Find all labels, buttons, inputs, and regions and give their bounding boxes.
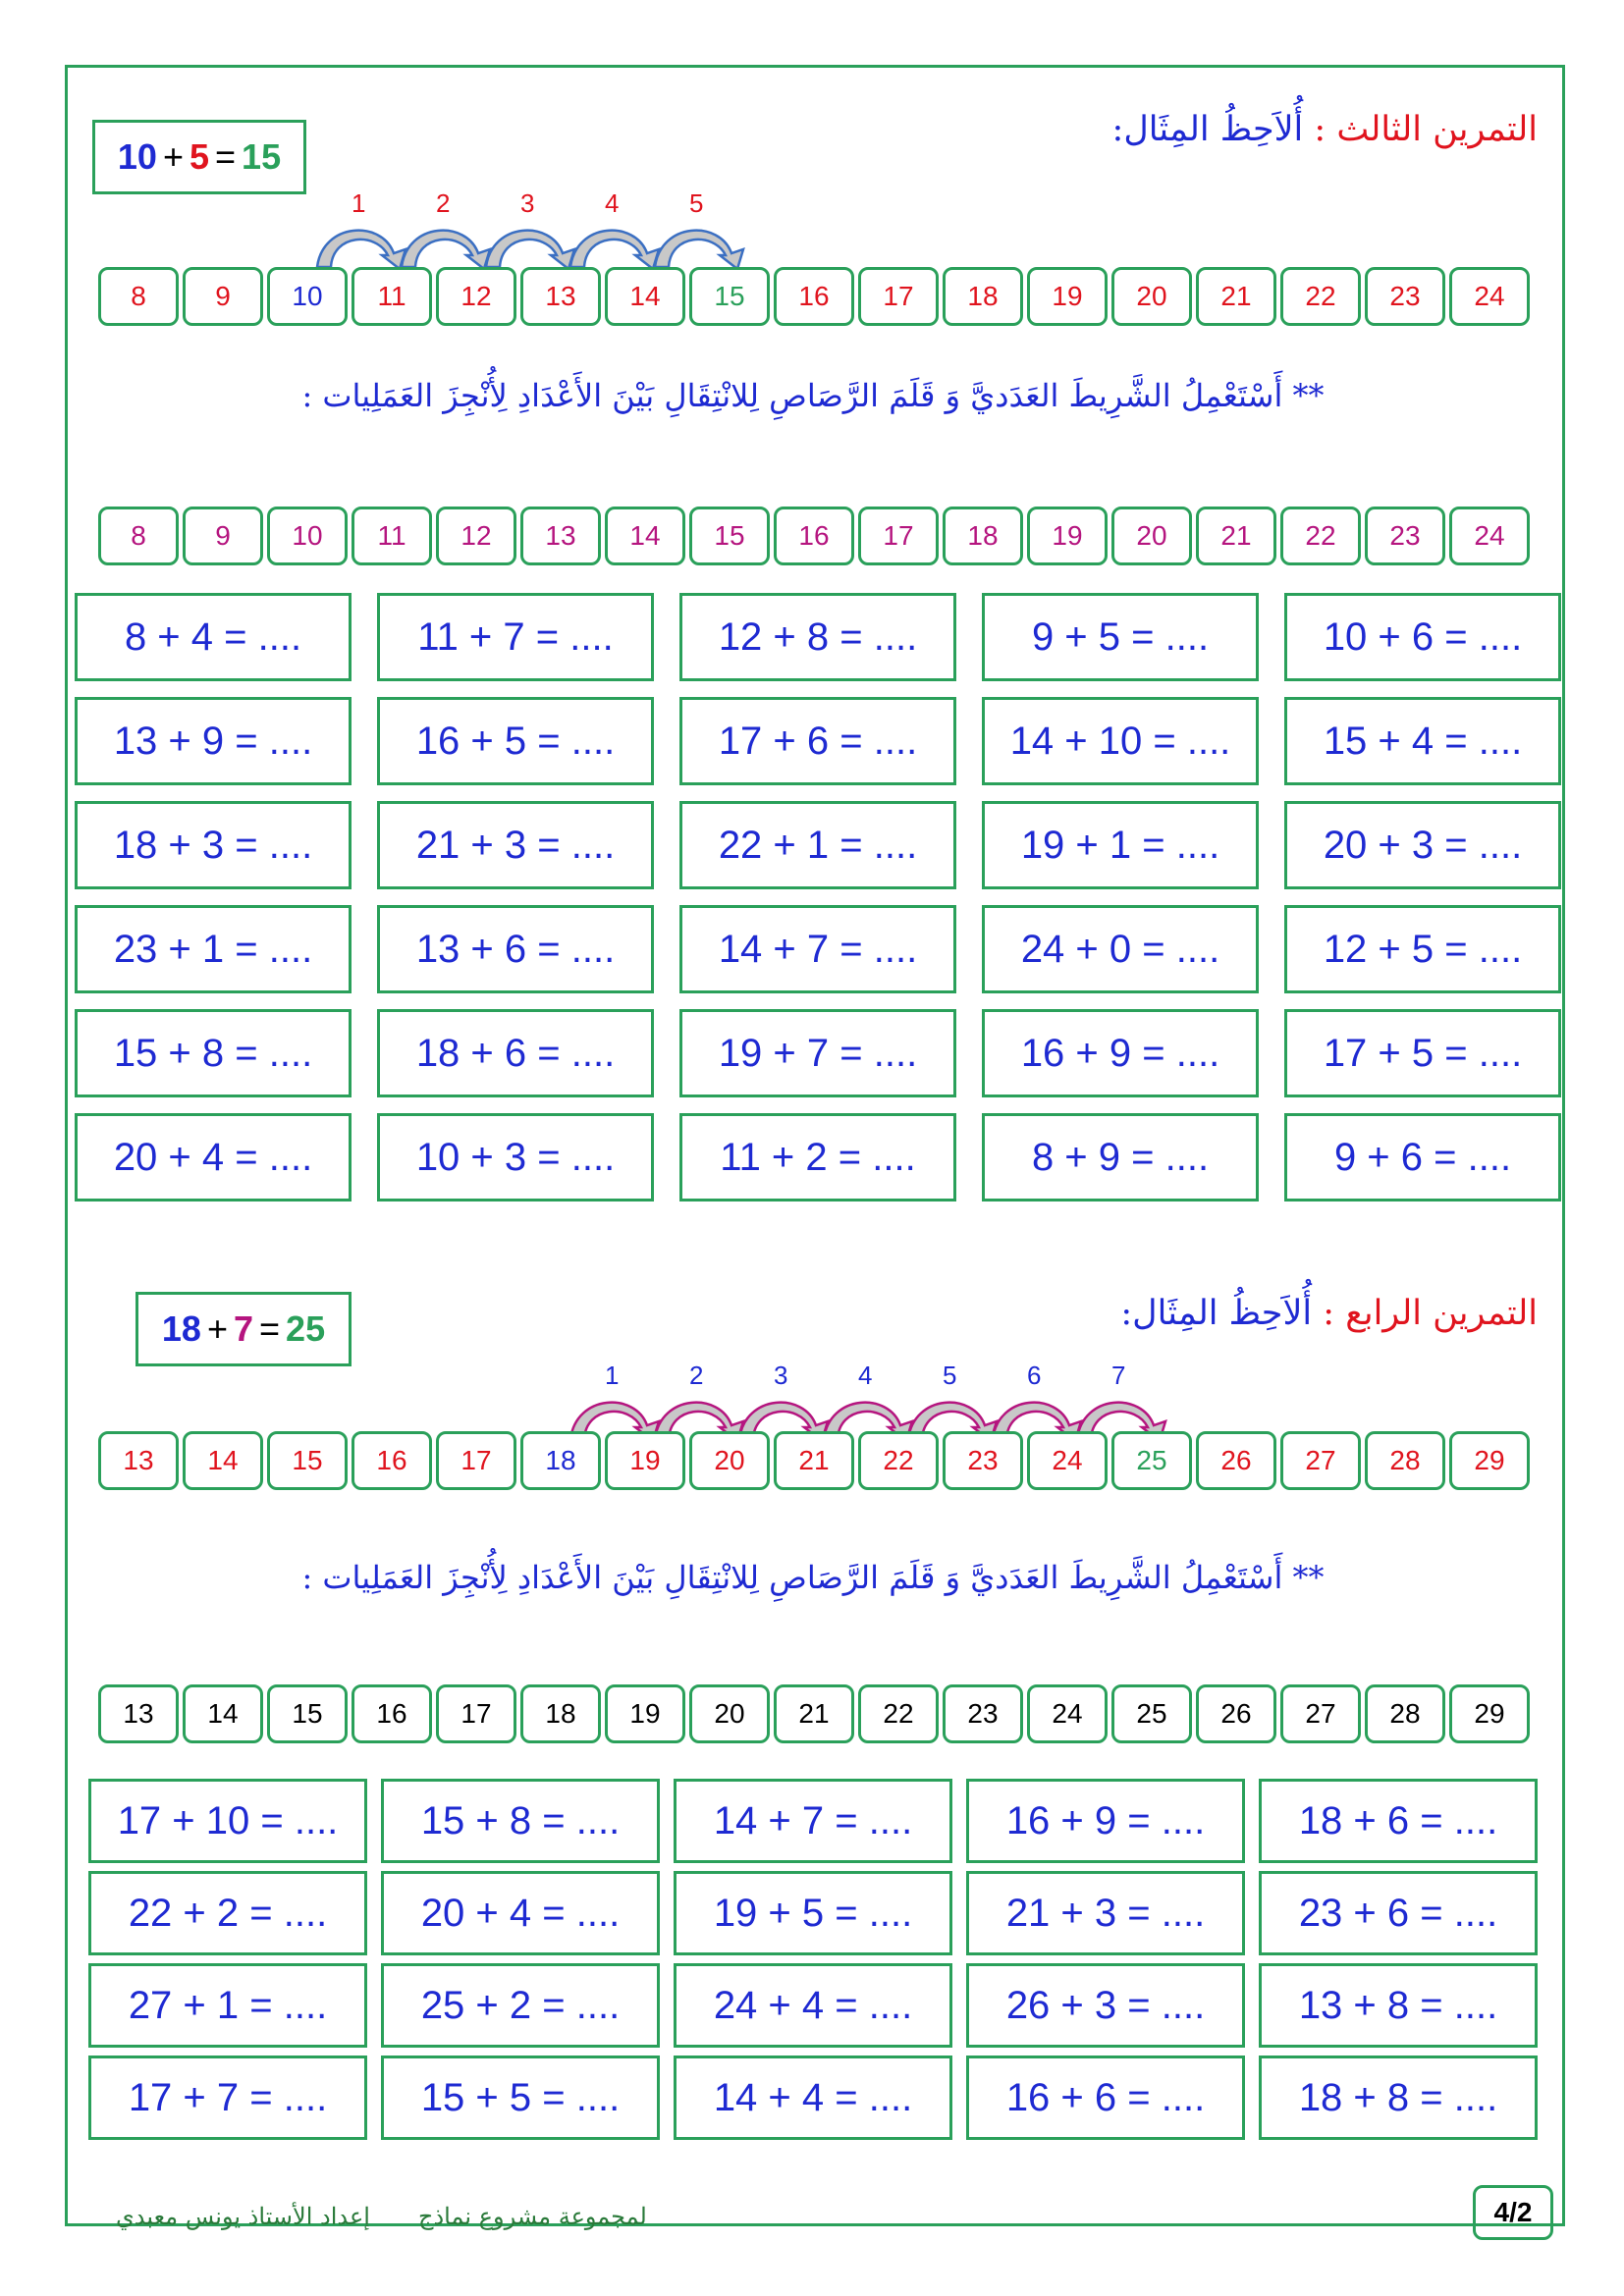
exercise3-operations-grid <box>75 593 1561 1201</box>
example-addend-b: 5 <box>189 136 210 177</box>
operation-box[interactable]: 21 + 3 = .... <box>377 801 654 889</box>
number-cell: 14 <box>183 1431 263 1490</box>
number-cell: 20 <box>1111 507 1192 565</box>
operation-box[interactable]: 13 + 9 = .... <box>75 697 352 785</box>
number-cell: 22 <box>858 1684 939 1743</box>
exercise4-operations-grid <box>88 1779 1538 2140</box>
number-cell: 29 <box>1449 1684 1530 1743</box>
number-cell: 14 <box>605 267 685 326</box>
operation-box[interactable]: 23 + 1 = .... <box>75 905 352 993</box>
number-cell: 15 <box>689 507 770 565</box>
number-cell: 10 <box>267 267 348 326</box>
operation-box[interactable]: 14 + 7 = .... <box>679 905 956 993</box>
operation-box[interactable]: 17 + 10 = .... <box>88 1779 367 1863</box>
exercise4-instruction: ** أَسْتَعْمِلُ الشَّرِيطَ العَدَديَّ وَ قَلَمَ الرَّصَاصِ لِلانْتِقَالِ بَيْنَ الأَعْدَادِ لِأُنْجِزَ العَمَلِيات : <box>301 1559 1325 1596</box>
number-cell: 12 <box>436 267 516 326</box>
hop-label: 4 <box>858 1361 873 1390</box>
operation-box[interactable]: 8 + 4 = .... <box>75 593 352 681</box>
footer-group: لمجموعة مشروع نماذج <box>418 2203 647 2230</box>
number-cell: 21 <box>774 1431 854 1490</box>
operation-box[interactable]: 18 + 6 = .... <box>377 1009 654 1097</box>
operation-box[interactable]: 14 + 7 = .... <box>674 1779 952 1863</box>
hop-label: 2 <box>689 1361 704 1390</box>
number-cell: 24 <box>1449 507 1530 565</box>
number-cell: 10 <box>267 507 348 565</box>
operation-box[interactable]: 21 + 3 = .... <box>966 1871 1245 1955</box>
number-cell: 14 <box>605 507 685 565</box>
number-cell: 23 <box>1365 507 1445 565</box>
number-cell: 18 <box>520 1431 601 1490</box>
number-cell: 28 <box>1365 1431 1445 1490</box>
number-cell: 23 <box>1365 267 1445 326</box>
number-cell: 21 <box>774 1684 854 1743</box>
number-cell: 17 <box>858 267 939 326</box>
number-cell: 24 <box>1449 267 1530 326</box>
exercise3-title-label: التمرين الثالث : <box>1314 110 1538 149</box>
number-cell: 13 <box>520 507 601 565</box>
number-cell: 20 <box>689 1684 770 1743</box>
operation-box[interactable]: 20 + 4 = .... <box>381 1871 660 1955</box>
operation-box[interactable]: 8 + 9 = .... <box>982 1113 1259 1201</box>
number-cell: 22 <box>858 1431 939 1490</box>
number-cell: 18 <box>520 1684 601 1743</box>
footer-author: إعداد الأستاذ يونس معبدي <box>116 2203 370 2230</box>
operation-box[interactable]: 18 + 8 = .... <box>1259 2056 1538 2140</box>
hop-label: 2 <box>436 188 451 218</box>
operation-box[interactable]: 17 + 7 = .... <box>88 2056 367 2140</box>
hop-label: 3 <box>774 1361 788 1390</box>
operation-box[interactable]: 17 + 6 = .... <box>679 697 956 785</box>
number-cell: 20 <box>689 1431 770 1490</box>
operation-box[interactable]: 9 + 5 = .... <box>982 593 1259 681</box>
number-cell: 27 <box>1280 1684 1361 1743</box>
number-cell: 16 <box>774 507 854 565</box>
number-cell: 16 <box>352 1431 432 1490</box>
number-cell: 19 <box>1027 507 1108 565</box>
number-cell: 23 <box>943 1431 1023 1490</box>
hop-label: 5 <box>689 188 704 218</box>
operation-box[interactable]: 25 + 2 = .... <box>381 1963 660 2048</box>
exercise4-title <box>1120 1294 1538 1333</box>
number-cell: 13 <box>520 267 601 326</box>
number-cell: 16 <box>774 267 854 326</box>
number-cell: 14 <box>183 1684 263 1743</box>
operation-box[interactable]: 23 + 6 = .... <box>1259 1871 1538 1955</box>
number-cell: 24 <box>1027 1431 1108 1490</box>
operation-box[interactable]: 11 + 2 = .... <box>679 1113 956 1201</box>
number-cell: 27 <box>1280 1431 1361 1490</box>
hop-label: 7 <box>1111 1361 1126 1390</box>
operation-box[interactable]: 14 + 10 = .... <box>982 697 1259 785</box>
example-plus: + <box>162 136 184 177</box>
operation-box[interactable]: 15 + 4 = .... <box>1284 697 1561 785</box>
operation-box[interactable]: 17 + 5 = .... <box>1284 1009 1561 1097</box>
number-cell: 8 <box>98 267 179 326</box>
operation-box[interactable]: 18 + 3 = .... <box>75 801 352 889</box>
hop-arrow <box>570 231 659 269</box>
example-equals: = <box>215 136 237 177</box>
hop-label: 3 <box>520 188 535 218</box>
number-cell: 17 <box>436 1684 516 1743</box>
operation-box[interactable]: 15 + 8 = .... <box>75 1009 352 1097</box>
operation-box[interactable]: 15 + 8 = .... <box>381 1779 660 1863</box>
operation-box[interactable]: 16 + 6 = .... <box>966 2056 1245 2140</box>
example-result: 25 <box>286 1308 326 1349</box>
number-cell: 29 <box>1449 1431 1530 1490</box>
number-cell: 25 <box>1111 1684 1192 1743</box>
number-cell: 12 <box>436 507 516 565</box>
operation-box[interactable]: 19 + 1 = .... <box>982 801 1259 889</box>
operation-box[interactable]: 22 + 1 = .... <box>679 801 956 889</box>
hop-arrow <box>402 231 490 269</box>
operation-box[interactable]: 16 + 9 = .... <box>966 1779 1245 1863</box>
operation-box[interactable]: 13 + 6 = .... <box>377 905 654 993</box>
exercise3-instruction: ** أَسْتَعْمِلُ الشَّرِيطَ العَدَديَّ وَ قَلَمَ الرَّصَاصِ لِلانْتِقَالِ بَيْنَ الأَعْدَادِ لِأُنْجِزَ العَمَلِيات : <box>301 377 1325 414</box>
number-cell: 19 <box>605 1431 685 1490</box>
number-cell: 15 <box>267 1684 348 1743</box>
operation-box[interactable]: 16 + 5 = .... <box>377 697 654 785</box>
operation-box[interactable]: 12 + 5 = .... <box>1284 905 1561 993</box>
number-cell: 13 <box>98 1431 179 1490</box>
number-cell: 23 <box>943 1684 1023 1743</box>
operation-box[interactable]: 19 + 5 = .... <box>674 1871 952 1955</box>
operation-box[interactable]: 13 + 8 = .... <box>1259 1963 1538 2048</box>
exercise3-number-line <box>98 507 1530 565</box>
number-cell: 24 <box>1027 1684 1108 1743</box>
exercise4-title-instruction: أُلاَحِظُ المِثَال: <box>1120 1294 1313 1333</box>
operation-box[interactable]: 26 + 3 = .... <box>966 1963 1245 2048</box>
operation-box[interactable]: 12 + 8 = .... <box>679 593 956 681</box>
number-cell: 16 <box>352 1684 432 1743</box>
number-cell: 17 <box>436 1431 516 1490</box>
exercise4-example-number-line <box>98 1431 1530 1490</box>
operation-box[interactable]: 27 + 1 = .... <box>88 1963 367 2048</box>
operation-box[interactable]: 10 + 3 = .... <box>377 1113 654 1201</box>
operation-box[interactable]: 11 + 7 = .... <box>377 593 654 681</box>
example-addend-a: 10 <box>117 136 157 177</box>
exercise3-hop-arrows <box>98 187 1532 275</box>
number-cell: 18 <box>943 267 1023 326</box>
number-cell: 22 <box>1280 507 1361 565</box>
number-cell: 8 <box>98 507 179 565</box>
exercise3-example-number-line <box>98 267 1530 326</box>
number-cell: 19 <box>1027 267 1108 326</box>
exercise4-example-box <box>135 1292 352 1366</box>
example-result: 15 <box>242 136 282 177</box>
exercise3-example-box <box>92 120 306 194</box>
operation-box[interactable]: 19 + 7 = .... <box>679 1009 956 1097</box>
operation-box[interactable]: 10 + 6 = .... <box>1284 593 1561 681</box>
operation-box[interactable]: 20 + 3 = .... <box>1284 801 1561 889</box>
hop-label: 6 <box>1027 1361 1042 1390</box>
hop-label: 1 <box>352 188 366 218</box>
number-cell: 26 <box>1196 1431 1276 1490</box>
number-cell: 22 <box>1280 267 1361 326</box>
number-cell: 19 <box>605 1684 685 1743</box>
operation-box[interactable]: 16 + 9 = .... <box>982 1009 1259 1097</box>
number-cell: 21 <box>1196 507 1276 565</box>
example-plus: + <box>206 1308 228 1349</box>
operation-box[interactable]: 20 + 4 = .... <box>75 1113 352 1201</box>
number-cell: 13 <box>98 1684 179 1743</box>
page-number: 4/2 <box>1473 2185 1553 2240</box>
number-cell: 26 <box>1196 1684 1276 1743</box>
exercise3-title <box>1112 110 1538 149</box>
example-addend-b: 7 <box>233 1308 254 1349</box>
hop-arrow <box>317 231 406 269</box>
example-addend-a: 18 <box>161 1308 201 1349</box>
operation-box[interactable]: 24 + 0 = .... <box>982 905 1259 993</box>
exercise3-title-instruction: أُلاَحِظُ المِثَال: <box>1111 110 1304 149</box>
hop-arrow <box>655 231 743 269</box>
exercise4-title-label: التمرين الرابع : <box>1323 1294 1538 1333</box>
exercise4-number-line <box>98 1684 1530 1743</box>
number-cell: 28 <box>1365 1684 1445 1743</box>
operation-box[interactable]: 9 + 6 = .... <box>1284 1113 1561 1201</box>
number-cell: 17 <box>858 507 939 565</box>
operation-box[interactable]: 22 + 2 = .... <box>88 1871 367 1955</box>
number-cell: 15 <box>267 1431 348 1490</box>
operation-box[interactable]: 24 + 4 = .... <box>674 1963 952 2048</box>
number-cell: 25 <box>1111 1431 1192 1490</box>
number-cell: 9 <box>183 267 263 326</box>
hop-label: 4 <box>605 188 620 218</box>
number-cell: 20 <box>1111 267 1192 326</box>
operation-box[interactable]: 15 + 5 = .... <box>381 2056 660 2140</box>
number-cell: 18 <box>943 507 1023 565</box>
number-cell: 11 <box>352 507 432 565</box>
number-cell: 9 <box>183 507 263 565</box>
number-cell: 21 <box>1196 267 1276 326</box>
example-equals: = <box>259 1308 281 1349</box>
hop-label: 5 <box>943 1361 957 1390</box>
operation-box[interactable]: 14 + 4 = .... <box>674 2056 952 2140</box>
hop-label: 1 <box>605 1361 620 1390</box>
number-cell: 11 <box>352 267 432 326</box>
hop-arrow <box>486 231 574 269</box>
operation-box[interactable]: 18 + 6 = .... <box>1259 1779 1538 1863</box>
number-cell: 15 <box>689 267 770 326</box>
